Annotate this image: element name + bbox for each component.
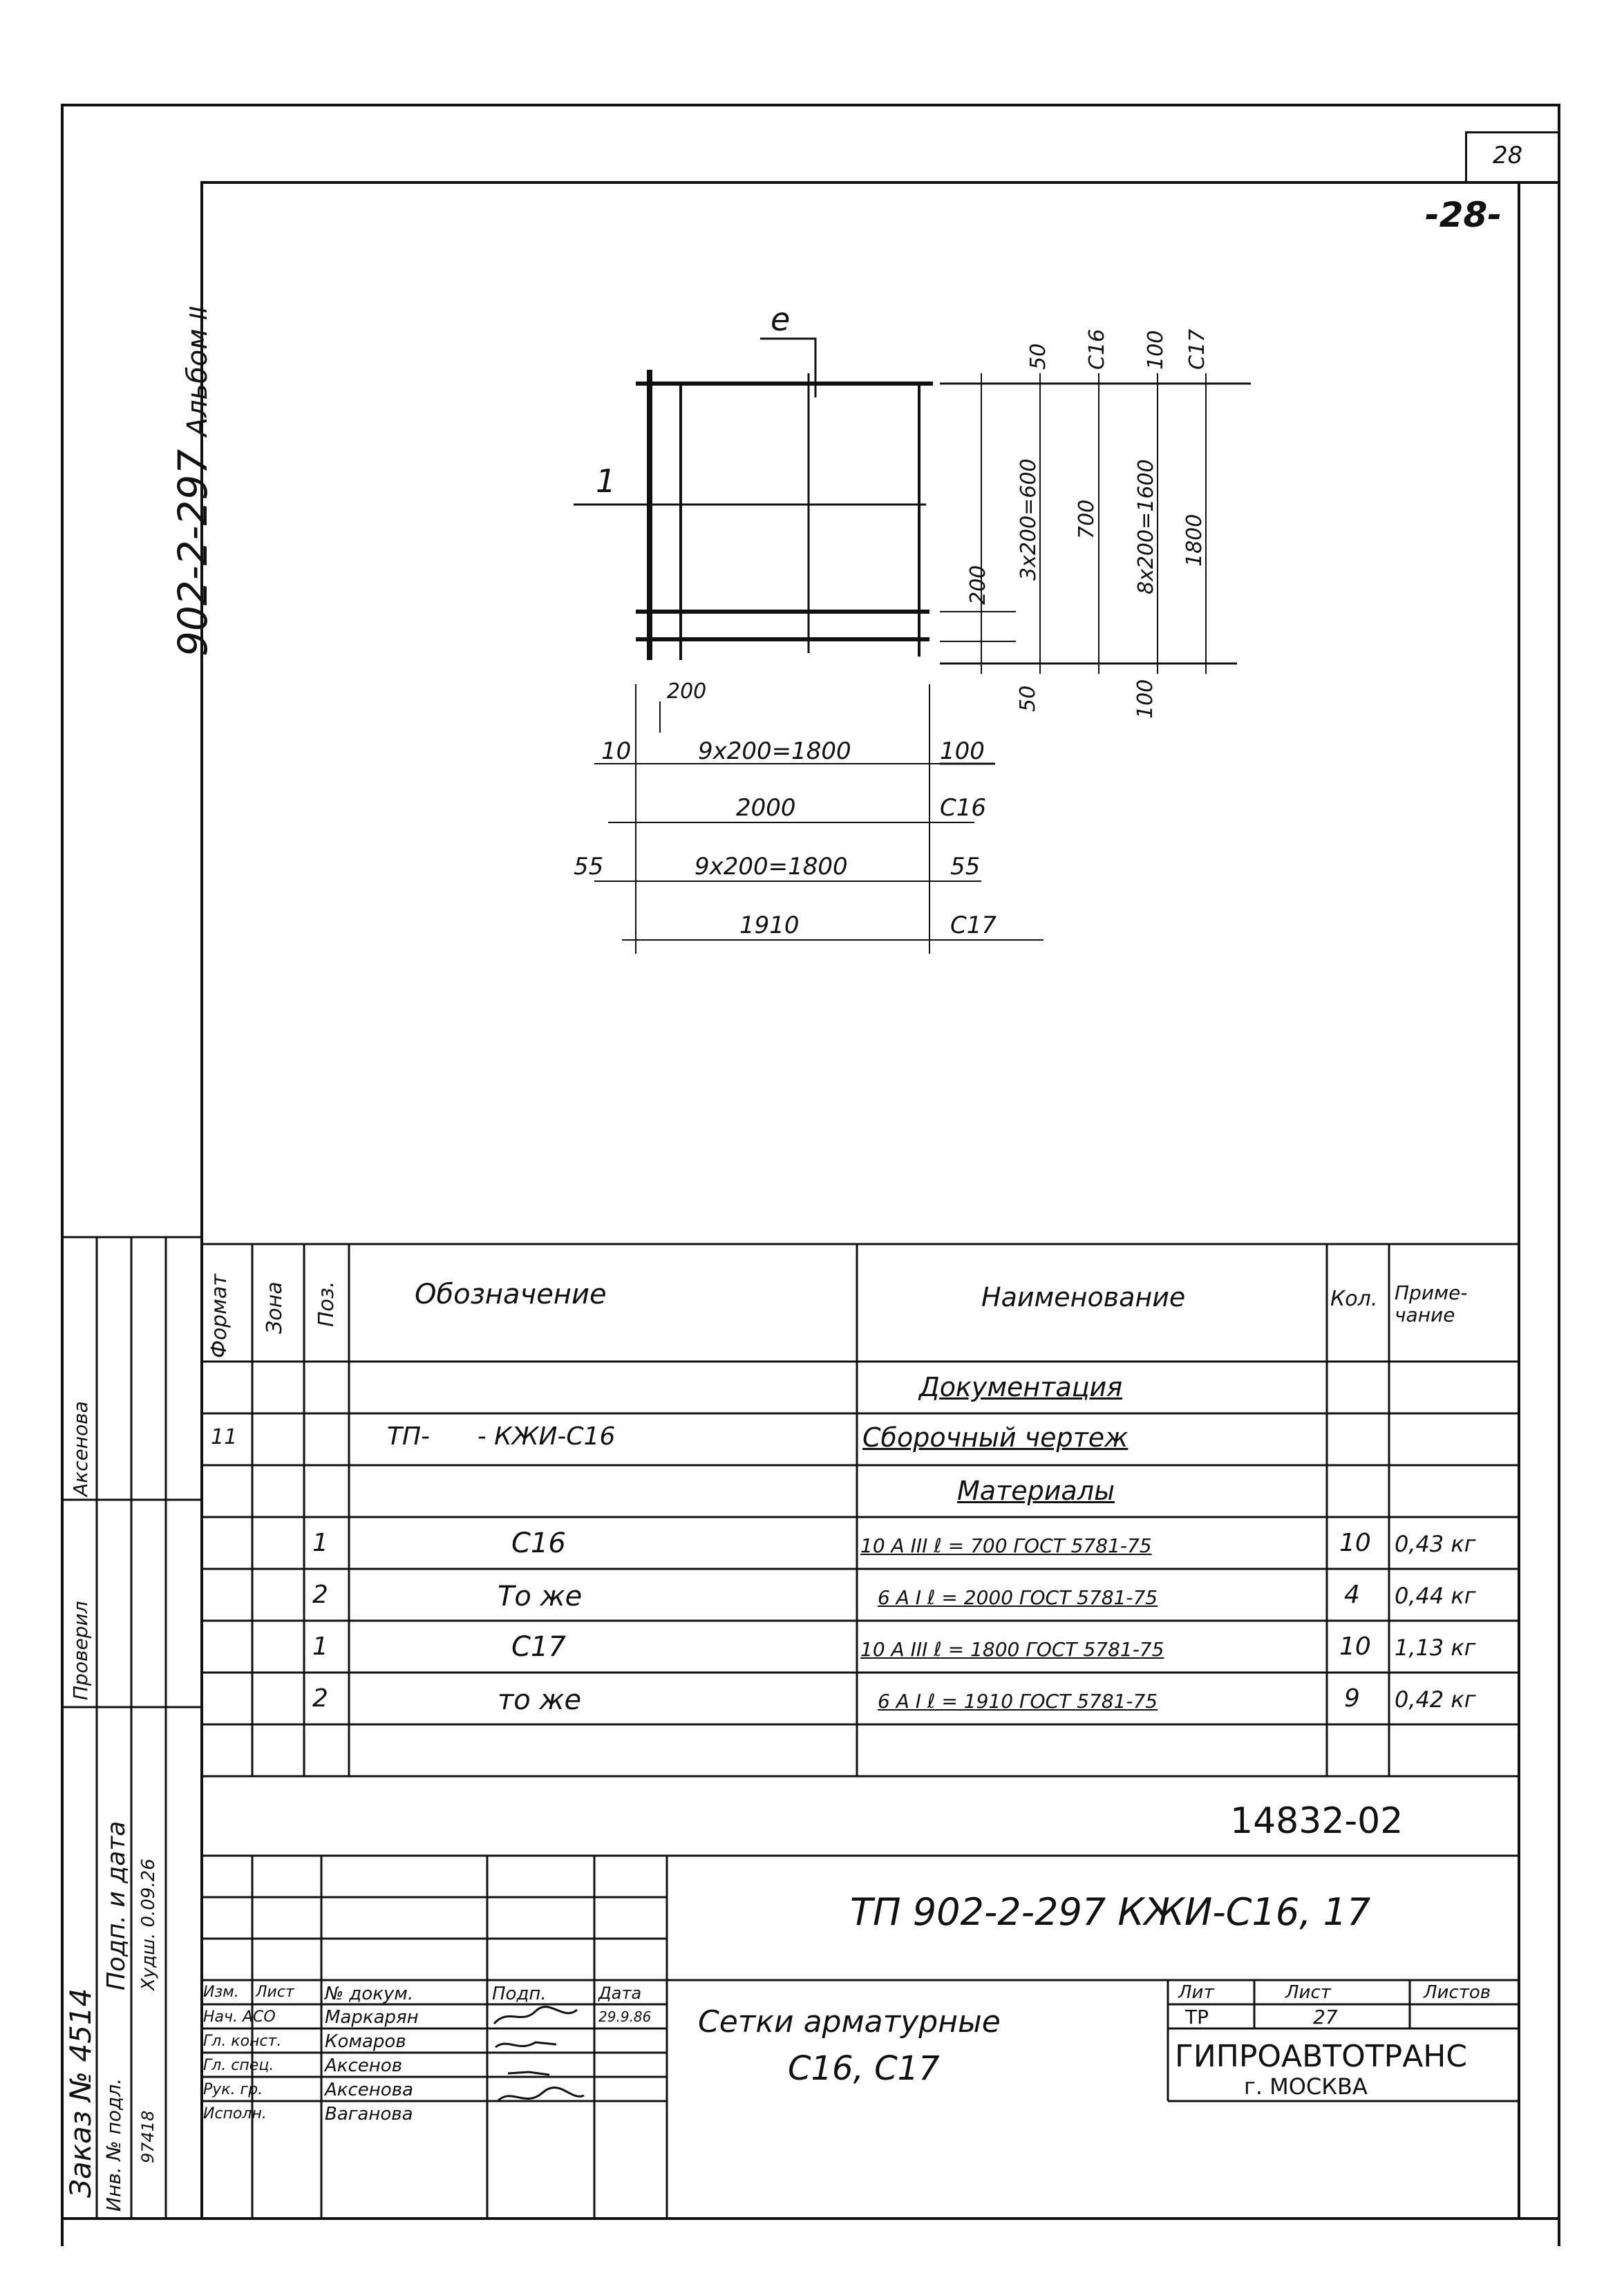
spec-row-7-pos: 2 bbox=[312, 1684, 328, 1713]
spec-row-2-designation: ТП- - КЖИ-С16 bbox=[387, 1422, 616, 1451]
stamp-sheet-header: Лист bbox=[1285, 1982, 1331, 2003]
stamp-name-2: Комаров bbox=[325, 2031, 406, 2052]
mark-d55b: 55 bbox=[950, 853, 981, 881]
spec-row-5-note: 0,44 кг bbox=[1395, 1583, 1476, 1609]
spec-row-5-name: 6 А I ℓ = 2000 ГОСТ 5781-75 bbox=[878, 1586, 1158, 1609]
spec-row-4-qty: 10 bbox=[1339, 1529, 1371, 1557]
stamp-col-sign: Подп. bbox=[492, 1984, 547, 2004]
spec-header-designation: Обозначение bbox=[415, 1279, 607, 1310]
spec-row-3-name: Материалы bbox=[957, 1476, 1115, 1506]
stamp-sheet: 27 bbox=[1313, 2006, 1338, 2028]
stamp-role-2: Гл. конст. bbox=[203, 2033, 282, 2050]
spec-row-4-designation: С16 bbox=[511, 1527, 566, 1559]
mark-r100-top: 100 bbox=[1144, 330, 1168, 370]
side-code-number: 902-2-297 bbox=[169, 449, 216, 657]
mark-v700: 700 bbox=[1075, 499, 1099, 539]
page-number: -28- bbox=[1425, 195, 1502, 235]
stamp-role-4: Рук. гр. bbox=[203, 2081, 263, 2098]
stamp-org: ГИПРОАВТОТРАНС bbox=[1175, 2039, 1468, 2074]
stamp-date-1: 29.9.86 bbox=[598, 2008, 652, 2025]
mark-h200: 200 bbox=[667, 679, 707, 704]
strip-order: Заказ № 4514 bbox=[64, 1988, 97, 2198]
spec-row-7-note: 0,42 кг bbox=[1395, 1686, 1476, 1713]
mark-d9x200b: 9x200=1800 bbox=[695, 853, 848, 881]
stamp-city: г. МОСКВА bbox=[1244, 2073, 1368, 2100]
mark-r50-top: 50 bbox=[1026, 343, 1050, 370]
side-album-num: II bbox=[185, 305, 213, 320]
stamp-title-2: С16, С17 bbox=[788, 2049, 940, 2088]
spec-header-qty: Кол. bbox=[1330, 1287, 1378, 1311]
mark-v200: 200 bbox=[966, 565, 990, 605]
stamp-role-5: Исполн. bbox=[203, 2105, 267, 2122]
stamp-title-1: Сетки арматурные bbox=[698, 2004, 1001, 2040]
stamp-col-date: Дата bbox=[598, 1984, 642, 2003]
mark-r50-bot: 50 bbox=[1016, 685, 1040, 712]
mark-v1800: 1800 bbox=[1182, 514, 1207, 567]
stamp-name-3: Аксенов bbox=[325, 2055, 403, 2076]
spec-row-7-name: 6 А I ℓ = 1910 ГОСТ 5781-75 bbox=[878, 1690, 1158, 1713]
mark-d10: 10 bbox=[601, 737, 632, 765]
strip-approval-2: Аксенова bbox=[69, 1401, 92, 1496]
spec-row-7-qty: 9 bbox=[1344, 1684, 1360, 1713]
stamp-role-1: Нач. АСО bbox=[203, 2008, 276, 2026]
spec-row-6-name: 10 А III ℓ = 1800 ГОСТ 5781-75 bbox=[860, 1638, 1164, 1661]
spec-header-pos: Поз. bbox=[314, 1281, 339, 1327]
signature-marks bbox=[487, 2004, 598, 2125]
mark-d1910: 1910 bbox=[739, 912, 800, 939]
mark-d2000: 2000 bbox=[736, 794, 796, 822]
mark-dc17: C17 bbox=[950, 912, 997, 939]
strip-inv-value: 97418 bbox=[138, 2110, 158, 2163]
spec-row-7-designation: то же bbox=[498, 1684, 582, 1716]
spec-row-6-note: 1,13 кг bbox=[1395, 1635, 1476, 1661]
spec-header-format: Формат bbox=[207, 1274, 232, 1358]
spec-row-4-name: 10 А III ℓ = 700 ГОСТ 5781-75 bbox=[860, 1534, 1152, 1557]
stamp-lit: ТР bbox=[1185, 2006, 1209, 2028]
mark-v8x200: 8x200=1600 bbox=[1134, 459, 1158, 594]
spec-row-5-qty: 4 bbox=[1344, 1581, 1360, 1609]
mark-d100: 100 bbox=[940, 737, 985, 765]
stamp-col-izm: Изм. bbox=[203, 1984, 239, 2001]
mark-e: e bbox=[771, 301, 791, 338]
mark-d55a: 55 bbox=[574, 853, 604, 881]
corner-number: 28 bbox=[1493, 142, 1523, 169]
spec-row-5-pos: 2 bbox=[312, 1581, 328, 1609]
mark-c16: C16 bbox=[1085, 328, 1109, 370]
spec-row-5-designation: То же bbox=[498, 1581, 583, 1612]
spec-row-1-name: Документация bbox=[919, 1372, 1123, 1402]
stamp-code: ТП 902-2-297 КЖИ-С16, 17 bbox=[850, 1890, 1371, 1934]
stamp-sheets-header: Листов bbox=[1424, 1982, 1491, 2003]
order-number: 14832-02 bbox=[1230, 1800, 1404, 1842]
spec-row-4-pos: 1 bbox=[312, 1529, 328, 1557]
strip-inv-label: Инв. № подл. bbox=[102, 2078, 125, 2212]
spec-row-6-designation: С17 bbox=[511, 1631, 566, 1663]
stamp-role-3: Гл. спец. bbox=[203, 2057, 274, 2074]
mark-c17: C17 bbox=[1185, 328, 1209, 370]
mark-dc16: C16 bbox=[940, 794, 987, 822]
stamp-lit-header: Лит bbox=[1178, 1982, 1214, 2003]
spec-row-6-pos: 1 bbox=[312, 1632, 328, 1661]
spec-header-note: Приме-чание bbox=[1395, 1281, 1468, 1326]
stamp-name-4: Аксенова bbox=[325, 2080, 413, 2100]
strip-sign-value: Худш. 0.09.26 bbox=[138, 1858, 159, 1990]
spec-row-2-name: Сборочный чертеж bbox=[862, 1422, 1129, 1453]
spec-header-zone: Зона bbox=[263, 1281, 287, 1334]
side-album-label: Альбом bbox=[182, 319, 214, 437]
mark-pos1: 1 bbox=[596, 462, 616, 500]
strip-sign-label: Подп. и дата bbox=[102, 1820, 131, 1990]
mark-v3x200: 3x200=600 bbox=[1017, 458, 1041, 581]
stamp-name-5: Ваганова bbox=[325, 2104, 413, 2125]
spec-header-name: Наименование bbox=[981, 1282, 1186, 1312]
strip-approval-1: Проверил bbox=[69, 1601, 92, 1700]
mark-d9x200a: 9x200=1800 bbox=[698, 737, 851, 765]
stamp-col-doc: № докум. bbox=[325, 1984, 414, 2004]
spec-row-4-note: 0,43 кг bbox=[1395, 1531, 1476, 1557]
mark-r100-bot: 100 bbox=[1133, 679, 1158, 719]
spec-row-6-qty: 10 bbox=[1339, 1632, 1371, 1661]
spec-row-2-format: 11 bbox=[211, 1425, 238, 1449]
stamp-col-list: Лист bbox=[256, 1984, 294, 2001]
stamp-name-1: Маркарян bbox=[325, 2007, 419, 2028]
